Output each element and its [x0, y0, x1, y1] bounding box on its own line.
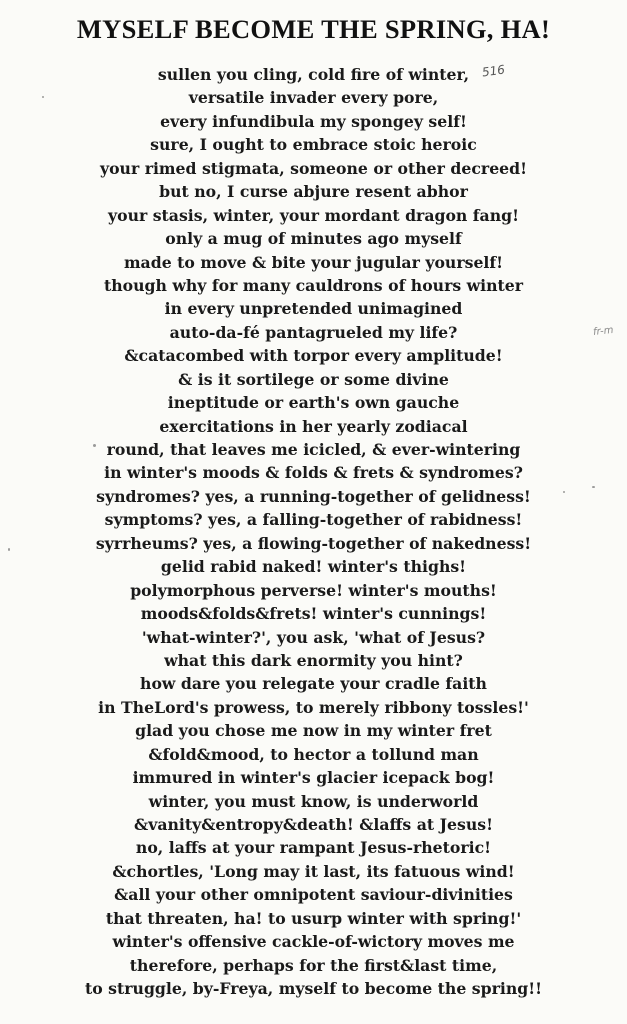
poem-line: & is it sortilege or some divine	[178, 369, 449, 389]
poem-line: 'what-winter?', you ask, 'what of Jesus?	[141, 627, 486, 647]
poem-line: &vanity&entropy&death! &laffs at Jesus!	[134, 815, 493, 834]
poem-line: syndromes? yes, a running-together of gelidness!	[96, 486, 531, 506]
poem-line: immured in winter's glacier icepack bog!	[132, 768, 495, 788]
poem-line: in every unpretended unimagined	[164, 299, 463, 319]
poem-line: how dare you relegate your cradle faith	[140, 674, 487, 694]
poem-line: your rimed stigmata, someone or other decreed!	[99, 158, 528, 178]
poem-line: ineptitude or earth's own gauche	[167, 393, 460, 413]
poem-line: glad you chose me now in my winter fret	[135, 721, 492, 741]
poem-line: to struggle, by-Freya, myself to become the spring!!	[84, 979, 543, 999]
poem-line: &catacombed with torpor every amplitude!	[124, 346, 503, 366]
poem-line: only a mug of minutes ago myself	[165, 229, 462, 249]
poem-line: moods&folds&frets! winter's cunnings!	[140, 604, 487, 624]
poem-line: &fold&mood, to hector a tollund man	[148, 744, 479, 764]
poem-line: exercitations in her yearly zodiacal	[159, 416, 468, 436]
poem-line: syrrheums? yes, a flowing-together of nakedness!	[95, 533, 532, 553]
poem-line: polymorphous perverse! winter's mouths!	[130, 580, 497, 600]
poem-line: round, that leaves me icicled, & ever-wintering	[106, 440, 521, 459]
poem-line: in TheLord's prowess, to merely ribbony tossles!'	[98, 697, 529, 717]
poem-line: versatile invader every pore,	[188, 88, 439, 108]
poem-body	[0, 63, 627, 1001]
handwritten-annotation: 516	[481, 62, 506, 80]
poem-line: winter's offensive cackle-of-wictory moves me	[112, 932, 515, 952]
poem-title: MYSELF BECOME THE SPRING, HA!	[76, 14, 551, 44]
poem-line: though why for many cauldrons of hours winter	[103, 275, 524, 295]
poem-line: winter, you must know, is underworld	[148, 791, 479, 811]
poem-line: &all your other omnipotent saviour-divinities	[114, 885, 513, 905]
poem-line: your stasis, winter, your mordant dragon fang!	[107, 205, 520, 225]
poem-line: auto-da-fé pantagrueled my life?	[169, 322, 458, 342]
poem-line: what this dark enormity you hint?	[164, 650, 463, 670]
poem-line: sullen you cling, cold fire of winter,	[157, 65, 470, 84]
poem-line: &chortles, 'Long may it last, its fatuous wind!	[112, 861, 515, 881]
poem-line: every infundibula my spongey self!	[160, 111, 467, 131]
poem-line: but no, I curse abjure resent abhor	[159, 182, 468, 202]
poem-line: therefore, perhaps for the first&last time,	[129, 955, 498, 975]
poem-line: gelid rabid naked! winter's thighs!	[160, 557, 467, 577]
margin-scribble: fr-m	[592, 324, 614, 339]
poem-line: sure, I ought to embrace stoic heroic	[150, 135, 477, 155]
poem-line: in winter's moods & folds & frets & syndromes?	[104, 463, 523, 483]
poem-line: symptoms? yes, a falling-together of rabidness!	[104, 510, 523, 530]
poem-line: no, laffs at your rampant Jesus-rhetoric!	[135, 838, 492, 858]
poem-line: that threaten, ha! to usurp winter with spring!'	[105, 908, 522, 928]
poem-line: made to move & bite your jugular yourself!	[123, 252, 504, 272]
